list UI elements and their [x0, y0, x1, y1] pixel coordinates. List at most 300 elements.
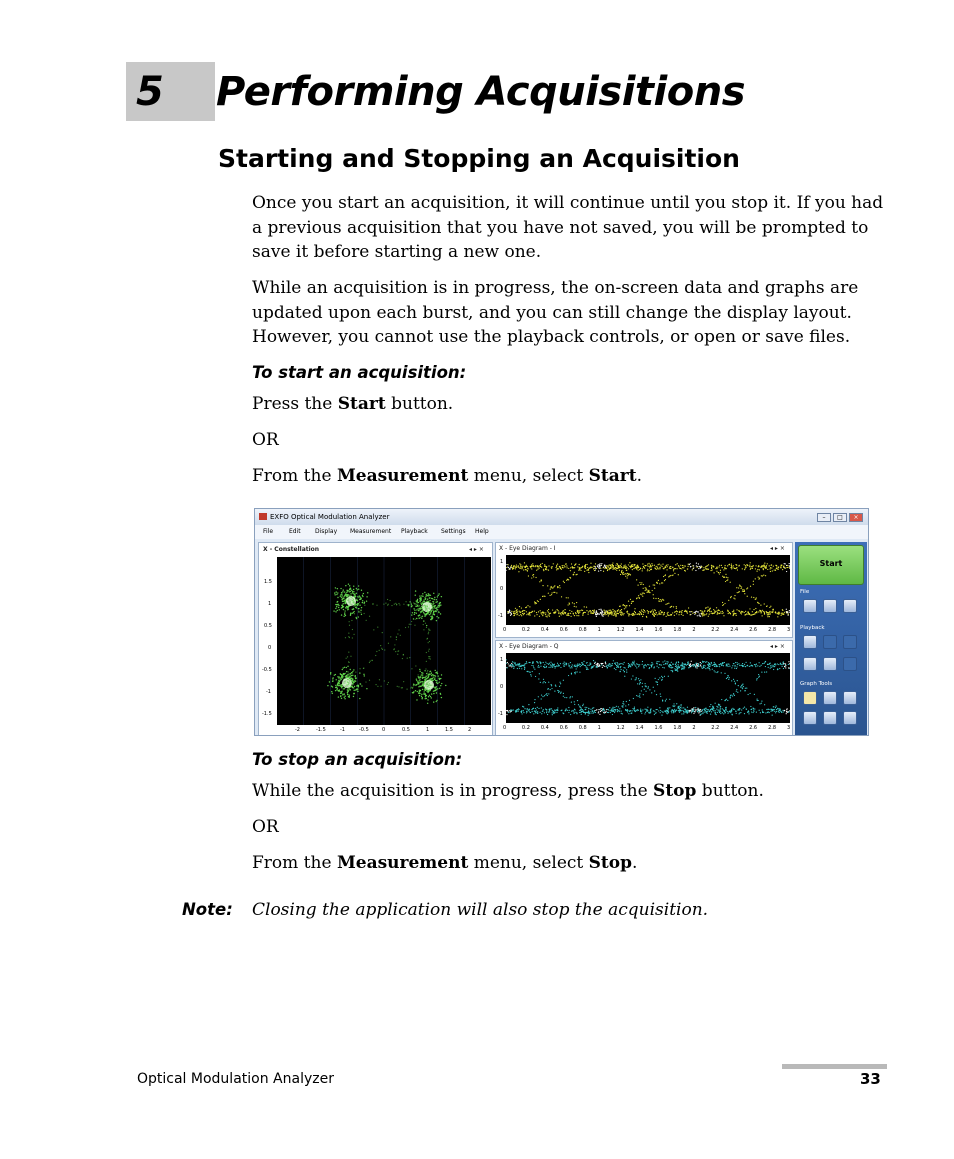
eye-sample	[547, 714, 548, 715]
constellation-point	[350, 673, 351, 674]
eye-sample	[609, 710, 610, 711]
constellation-point	[415, 690, 416, 691]
eye-sample	[693, 710, 694, 711]
eye-sample	[615, 664, 616, 665]
eye-sample	[541, 567, 542, 568]
constellation-point	[340, 678, 341, 679]
eye-sample	[608, 613, 609, 614]
constellation-point	[417, 684, 418, 685]
const-x-tick: 1	[426, 727, 430, 733]
eye-sample	[768, 667, 769, 668]
eye-sample	[668, 708, 669, 709]
eye-sample	[552, 664, 553, 665]
constellation-point	[390, 600, 391, 601]
eye-sample	[750, 665, 751, 666]
app-logo-icon	[259, 513, 267, 520]
eye-sample	[693, 707, 694, 708]
eye-sample	[576, 668, 577, 669]
eye-sample	[726, 580, 727, 581]
eye-sample	[696, 565, 697, 566]
pane-nav-icon[interactable]: ◂ ▸ ×	[770, 545, 785, 552]
constellation-point	[426, 683, 427, 684]
eye-sample	[625, 705, 626, 706]
eye-sample	[568, 663, 569, 664]
eye-sample	[586, 707, 587, 708]
constellation-point	[412, 612, 413, 613]
zoom-icon[interactable]	[843, 691, 857, 705]
constellation-point	[425, 607, 426, 608]
constellation-point	[350, 593, 351, 594]
constellation-point	[346, 592, 347, 593]
constellation-point	[429, 641, 430, 642]
constellation-point	[424, 597, 425, 598]
play-icon[interactable]	[803, 635, 817, 649]
constellation-point	[341, 692, 342, 693]
eye-sample	[702, 615, 703, 616]
eye-sample	[673, 711, 674, 712]
eye-sample	[744, 593, 745, 594]
eye-sample	[513, 709, 514, 710]
eye-sample	[521, 615, 522, 616]
eye-sample	[525, 566, 526, 567]
menu-help[interactable]: Help	[475, 528, 489, 535]
fast-forward-icon[interactable]	[843, 657, 857, 671]
eye-sample	[679, 611, 680, 612]
eye-sample	[667, 612, 668, 613]
eye-sample	[739, 708, 740, 709]
constellation-point	[396, 639, 397, 640]
constellation-point	[355, 677, 356, 678]
eye-sample	[639, 683, 640, 684]
constellation-point	[348, 652, 349, 653]
eye-sample	[596, 667, 597, 668]
eye-sample	[587, 669, 588, 670]
eye-sample	[761, 665, 762, 666]
eye-sample	[707, 709, 708, 710]
const-x-tick: -2	[295, 727, 300, 733]
eye-sample	[574, 606, 575, 607]
eye-sample	[601, 563, 602, 564]
eye-sample	[715, 666, 716, 667]
constellation-point	[332, 693, 333, 694]
eye-sample	[642, 563, 643, 564]
constellation-point	[422, 689, 423, 690]
eye-sample	[724, 662, 725, 663]
eye-x-tick: 0	[503, 627, 507, 633]
eye-sample	[554, 585, 555, 586]
constellation-point	[428, 685, 429, 686]
eye-sample	[652, 565, 653, 566]
eye-sample	[617, 665, 618, 666]
eye-sample	[770, 665, 771, 666]
eye-sample	[632, 569, 633, 570]
eye-sample	[676, 710, 677, 711]
constellation-point	[438, 606, 439, 607]
pane-nav-icon[interactable]: ◂ ▸ ×	[469, 546, 484, 553]
zoom-y-icon[interactable]	[823, 711, 837, 725]
eye-sample	[508, 712, 509, 713]
eye-sample	[616, 613, 617, 614]
eye-sample	[516, 612, 517, 613]
eye-sample	[754, 708, 755, 709]
eye-sample	[575, 712, 576, 713]
eye-sample	[641, 690, 642, 691]
eye-sample	[752, 665, 753, 666]
constellation-point	[429, 695, 430, 696]
constellation-point	[402, 687, 403, 688]
constellation-point	[429, 614, 430, 615]
eye-sample	[545, 612, 546, 613]
eye-sample	[579, 569, 580, 570]
eye-sample	[514, 613, 515, 614]
pause-icon[interactable]	[823, 635, 837, 649]
eye-sample	[536, 709, 537, 710]
constellation-point	[347, 689, 348, 690]
eye-sample	[640, 711, 641, 712]
constellation-point	[363, 668, 364, 669]
eye-sample	[751, 709, 752, 710]
constellation-point	[434, 688, 435, 689]
constellation-point	[408, 605, 409, 606]
constellation-point	[349, 585, 350, 586]
eye-sample	[545, 662, 546, 663]
eye-x-tick: 1.4	[635, 725, 644, 731]
start-button[interactable]: Start	[798, 545, 864, 585]
eye-sample	[645, 685, 646, 686]
eye-sample	[698, 666, 699, 667]
eye-sample	[595, 712, 596, 713]
eye-sample	[690, 563, 691, 564]
eye-sample	[515, 568, 516, 569]
stop-icon[interactable]	[843, 635, 857, 649]
constellation-point	[388, 682, 389, 683]
eye-sample	[508, 612, 509, 613]
eye-sample	[725, 565, 726, 566]
constellation-point	[425, 698, 426, 699]
minimize-icon[interactable]: –	[817, 513, 831, 522]
constellation-point	[353, 669, 354, 670]
eye-x-tick: 2.6	[749, 627, 758, 633]
maximize-icon[interactable]: □	[833, 513, 847, 522]
eye-sample	[568, 597, 569, 598]
eye-sample	[712, 565, 713, 566]
eye-sample	[732, 611, 733, 612]
eye-q-plot	[506, 653, 790, 723]
eye-sample	[555, 611, 556, 612]
eye-sample	[725, 712, 726, 713]
eye-sample	[741, 687, 742, 688]
eye-sample	[691, 665, 692, 666]
eye-sample	[536, 570, 537, 571]
eye-sample	[750, 569, 751, 570]
eye-sample	[645, 565, 646, 566]
eye-sample	[698, 712, 699, 713]
eye-sample	[546, 709, 547, 710]
eye-q-trace	[506, 653, 790, 723]
eye-sample	[587, 662, 588, 663]
eye-sample	[737, 664, 738, 665]
eye-sample	[588, 611, 589, 612]
eye-sample	[559, 566, 560, 567]
const-x-tick: 1.5	[445, 727, 453, 733]
eye-sample	[673, 570, 674, 571]
close-icon[interactable]: ×	[849, 513, 863, 522]
eye-sample	[662, 599, 663, 600]
eye-sample	[765, 575, 766, 576]
eye-sample	[763, 568, 764, 569]
eye-sample	[594, 612, 595, 613]
eye-sample	[613, 709, 614, 710]
eye-sample	[660, 610, 661, 611]
eye-sample	[598, 570, 599, 571]
eye-sample	[551, 688, 552, 689]
eye-sample	[592, 708, 593, 709]
eye-sample	[591, 713, 592, 714]
eye-sample	[552, 667, 553, 668]
eye-sample	[666, 699, 667, 700]
eye-sample	[646, 616, 647, 617]
eye-sample	[611, 566, 612, 567]
eye-sample	[654, 584, 655, 585]
constellation-point	[348, 608, 349, 609]
constellation-point	[428, 690, 429, 691]
eye-sample	[715, 568, 716, 569]
eye-sample	[619, 711, 620, 712]
eye-sample	[652, 609, 653, 610]
eye-sample	[757, 665, 758, 666]
eye-sample	[651, 566, 652, 567]
eye-sample	[708, 709, 709, 710]
eye-sample	[577, 663, 578, 664]
menu-file[interactable]: File	[263, 528, 274, 535]
eye-sample	[789, 610, 790, 611]
eye-sample	[765, 712, 766, 713]
constellation-point	[418, 680, 419, 681]
eye-sample	[544, 712, 545, 713]
menu-settings[interactable]: Settings	[441, 528, 466, 535]
eye-sample	[750, 562, 751, 563]
eye-sample	[725, 707, 726, 708]
eye-sample	[524, 708, 525, 709]
eye-sample	[767, 616, 768, 617]
eye-sample	[656, 694, 657, 695]
eye-sample	[647, 591, 648, 592]
export-icon[interactable]	[843, 599, 857, 613]
eye-sample	[681, 713, 682, 714]
eye-sample	[647, 563, 648, 564]
menu-playback[interactable]: Playback	[401, 528, 428, 535]
eye-sample	[722, 576, 723, 577]
eye-sample	[781, 712, 782, 713]
eye-sample	[658, 679, 659, 680]
eye-sample	[684, 570, 685, 571]
eye-sample	[672, 705, 673, 706]
eye-sample	[545, 568, 546, 569]
menu-edit[interactable]: Edit	[289, 528, 301, 535]
constellation-point	[418, 676, 419, 677]
eye-sample	[682, 663, 683, 664]
eye-sample	[673, 710, 674, 711]
start-step-2: From the Measurement menu, select Start.	[252, 466, 643, 486]
eye-sample	[606, 567, 607, 568]
constellation-point	[339, 679, 340, 680]
constellation-point	[417, 608, 418, 609]
eye-sample	[509, 568, 510, 569]
const-x-tick: 0	[382, 727, 386, 733]
eye-sample	[658, 568, 659, 569]
menu-display[interactable]: Display	[315, 528, 338, 535]
constellation-point	[350, 669, 351, 670]
constellation-point	[436, 616, 437, 617]
eye-sample	[584, 567, 585, 568]
constellation-point	[423, 599, 424, 600]
eye-sample	[601, 708, 602, 709]
constellation-point	[356, 588, 357, 589]
eye-sample	[776, 568, 777, 569]
eye-sample	[546, 712, 547, 713]
pointer-icon[interactable]	[803, 691, 817, 705]
eye-sample	[661, 582, 662, 583]
eye-sample	[514, 615, 515, 616]
zoom-x-icon[interactable]	[803, 711, 817, 725]
constellation-point	[432, 604, 433, 605]
eye-sample	[702, 713, 703, 714]
eye-sample	[639, 569, 640, 570]
eye-sample	[559, 587, 560, 588]
eye-sample	[657, 566, 658, 567]
constellation-point	[349, 602, 350, 603]
constellation-point	[349, 625, 350, 626]
eye-sample	[521, 713, 522, 714]
eye-sample	[725, 699, 726, 700]
eye-sample	[762, 565, 763, 566]
eye-sample	[566, 697, 567, 698]
eye-sample	[523, 710, 524, 711]
constellation-point	[358, 616, 359, 617]
constellation-point	[333, 610, 334, 611]
eye-sample	[514, 666, 515, 667]
eye-sample	[627, 613, 628, 614]
constellation-point	[430, 610, 431, 611]
constellation-point	[427, 670, 428, 671]
eye-sample	[627, 611, 628, 612]
eye-sample	[597, 663, 598, 664]
eye-sample	[570, 616, 571, 617]
eye-sample	[681, 611, 682, 612]
eye-sample	[593, 566, 594, 567]
constellation-point	[349, 677, 350, 678]
eye-sample	[586, 607, 587, 608]
eye-sample	[524, 669, 525, 670]
eye-sample	[766, 565, 767, 566]
save-file-icon[interactable]	[823, 599, 837, 613]
constellation-point	[330, 672, 331, 673]
eye-sample	[698, 665, 699, 666]
eye-sample	[552, 714, 553, 715]
eye-sample	[715, 713, 716, 714]
eye-sample	[669, 666, 670, 667]
eye-sample	[761, 672, 762, 673]
eye-x-tick: 2	[692, 627, 696, 633]
eye-sample	[755, 608, 756, 609]
eye-sample	[649, 667, 650, 668]
eye-sample	[707, 711, 708, 712]
eye-sample	[554, 612, 555, 613]
eye-sample	[653, 613, 654, 614]
eye-sample	[747, 614, 748, 615]
eye-sample	[657, 682, 658, 683]
eye-sample	[644, 709, 645, 710]
menu-measurement[interactable]: Measurement	[350, 528, 392, 535]
constellation-point	[433, 601, 434, 602]
eye-sample	[706, 566, 707, 567]
open-file-icon[interactable]	[803, 599, 817, 613]
eye-sample	[545, 708, 546, 709]
eye-sample	[614, 610, 615, 611]
eye-sample	[543, 709, 544, 710]
eye-sample	[782, 666, 783, 667]
eye-sample	[604, 713, 605, 714]
constellation-point	[434, 677, 435, 678]
eye-sample	[548, 664, 549, 665]
eye-sample	[606, 565, 607, 566]
eye-sample	[637, 614, 638, 615]
eye-sample	[668, 576, 669, 577]
eye-sample	[739, 591, 740, 592]
eye-sample	[716, 568, 717, 569]
constellation-point	[336, 606, 337, 607]
eye-sample	[580, 712, 581, 713]
zoom-fit-icon[interactable]	[843, 711, 857, 725]
eye-sample	[582, 567, 583, 568]
constellation-point	[370, 661, 371, 662]
eye-sample	[612, 714, 613, 715]
eye-sample	[531, 675, 532, 676]
eye-sample	[685, 565, 686, 566]
step-forward-icon[interactable]	[823, 657, 837, 671]
eye-sample	[564, 661, 565, 662]
eye-sample	[655, 610, 656, 611]
eye-sample	[547, 663, 548, 664]
rewind-icon[interactable]	[803, 657, 817, 671]
eye-sample	[666, 710, 667, 711]
eye-sample	[640, 584, 641, 585]
pane-nav-icon[interactable]: ◂ ▸ ×	[770, 643, 785, 650]
eye-sample	[566, 597, 567, 598]
constellation-point	[345, 607, 346, 608]
pan-hand-icon[interactable]	[823, 691, 837, 705]
eye-q-title: X - Eye Diagram - Q	[499, 643, 559, 650]
eye-sample	[540, 599, 541, 600]
eye-sample	[679, 706, 680, 707]
eye-sample	[515, 608, 516, 609]
eye-sample	[543, 679, 544, 680]
eye-sample	[683, 711, 684, 712]
eye-sample	[620, 669, 621, 670]
eye-sample	[578, 704, 579, 705]
constellation-point	[430, 595, 431, 596]
eye-sample	[634, 608, 635, 609]
constellation-point	[362, 595, 363, 596]
eye-sample	[772, 570, 773, 571]
constellation-point	[348, 599, 349, 600]
eye-sample	[557, 707, 558, 708]
eye-sample	[718, 572, 719, 573]
eye-sample	[522, 613, 523, 614]
constellation-point	[361, 598, 362, 599]
constellation-point	[355, 617, 356, 618]
eye-sample	[575, 564, 576, 565]
